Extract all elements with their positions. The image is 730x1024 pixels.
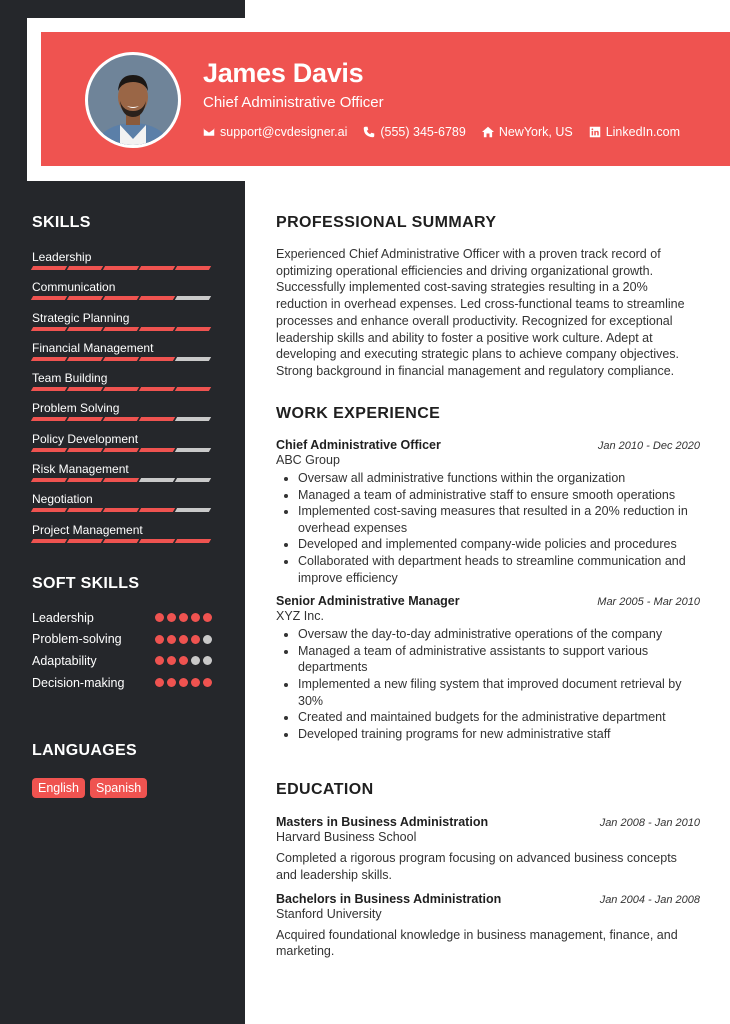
skill-level-segment	[175, 266, 211, 270]
skill-level-segment	[175, 387, 211, 391]
skill-level-segment	[103, 327, 139, 331]
skill-level-segment	[175, 296, 211, 300]
soft-skill-rating	[155, 678, 212, 687]
job-bullet: • Oversaw all administrative functions within the organization	[298, 470, 700, 487]
skill-level-segment	[67, 539, 103, 543]
skill-item	[32, 431, 212, 461]
languages-title: LANGUAGES	[32, 742, 137, 759]
skills-title: SKILLS	[32, 214, 91, 231]
summary-title: PROFESSIONAL SUMMARY	[276, 214, 497, 231]
profile-photo	[88, 55, 178, 145]
experience-section	[276, 405, 700, 742]
skill-level-segment	[103, 266, 139, 270]
job-bullet: • Created and maintained budgets for the administrative department	[298, 709, 700, 726]
job-title: Chief Administrative Officer	[276, 438, 441, 452]
skill-level-segment	[31, 266, 67, 270]
soft-skill-rating	[155, 635, 212, 644]
job-bullet: • Oversaw the day-to-day administrative operations of the company	[298, 626, 700, 643]
contact-phone[interactable]	[363, 125, 465, 139]
soft-skill-name: Adaptability	[32, 653, 97, 668]
job-bullets	[276, 626, 700, 742]
soft-skill-item	[32, 672, 212, 694]
contact-phone-text: (555) 345-6789	[380, 125, 466, 139]
skill-name: Policy Development	[32, 431, 139, 446]
soft-skill-item	[32, 607, 212, 629]
school-name: Harvard Business School	[276, 830, 417, 844]
skill-item	[32, 400, 212, 430]
job-bullet: • Implemented a new filing system that improved document retrieval by 30%	[298, 676, 700, 709]
skill-level-segment	[139, 296, 175, 300]
skill-level-segment	[103, 417, 139, 421]
job-bullet: • Managed a team of administrative assistants to support various departments	[298, 643, 700, 676]
job-bullet: • Managed a team of administrative staff to ensure smooth operations	[298, 487, 700, 504]
skill-level-segment	[175, 357, 211, 361]
skill-level-segment	[31, 448, 67, 452]
rating-dot	[167, 613, 176, 622]
skill-item	[32, 491, 212, 521]
contact-linkedin-text: LinkedIn.com	[605, 125, 681, 139]
education-entry	[276, 815, 700, 884]
skill-level-segment	[139, 508, 175, 512]
contact-email[interactable]	[203, 125, 347, 139]
skill-level-segment	[67, 508, 103, 512]
job-bullet: • Developed training programs for new administrative staff	[298, 726, 700, 743]
education-section	[276, 781, 700, 960]
rating-dot	[179, 678, 188, 687]
skill-level-bars	[32, 327, 212, 331]
soft-skill-name: Decision-making	[32, 675, 125, 690]
rating-dot	[203, 678, 212, 687]
skill-level-segment	[139, 417, 175, 421]
skill-level-segment	[31, 539, 67, 543]
home-icon	[482, 126, 494, 138]
job-header	[276, 594, 700, 608]
skill-name: Communication	[32, 280, 116, 295]
skill-level-segment	[67, 478, 103, 482]
candidate-title: Chief Administrative Officer	[203, 94, 384, 111]
skill-level-segment	[175, 508, 211, 512]
education-title: EDUCATION	[276, 781, 374, 798]
skill-item	[32, 461, 212, 491]
rating-dot	[155, 678, 164, 687]
candidate-name: James Davis	[203, 58, 364, 88]
soft-skills-list	[32, 607, 212, 693]
rating-dot	[191, 635, 200, 644]
job-title: Senior Administrative Manager	[276, 594, 460, 609]
skill-level-segment	[139, 539, 175, 543]
job-entry	[276, 438, 700, 586]
skill-level-bars	[32, 448, 212, 452]
contact-location	[482, 125, 573, 139]
avatar	[85, 52, 181, 148]
job-dates: Mar 2005 - Mar 2010	[597, 596, 700, 609]
skill-level-bars	[32, 387, 212, 391]
job-bullets	[276, 470, 700, 586]
skill-level-segment	[103, 478, 139, 482]
skill-name: Leadership	[32, 250, 92, 264]
degree-title: Masters in Business Administration	[276, 815, 489, 829]
skill-level-segment	[103, 387, 139, 391]
skill-level-segment	[175, 327, 211, 331]
soft-skill-rating	[155, 613, 212, 622]
contact-location-text: NewYork, US	[498, 125, 573, 139]
skill-name: Financial Management	[32, 340, 154, 355]
skill-level-segment	[175, 478, 211, 482]
rating-dot	[155, 635, 164, 644]
skill-level-bars	[32, 539, 212, 543]
rating-dot	[191, 613, 200, 622]
skill-level-bars	[32, 296, 212, 300]
rating-dot	[191, 656, 200, 665]
skill-level-segment	[31, 417, 67, 421]
job-company: XYZ Inc.	[276, 609, 324, 624]
rating-dot	[179, 656, 188, 665]
school-name: Stanford University	[276, 906, 382, 921]
soft-skill-name: Leadership	[32, 610, 94, 625]
skill-level-segment	[31, 387, 67, 391]
job-entry	[276, 594, 700, 742]
education-dates: Jan 2004 - Jan 2008	[599, 893, 700, 906]
summary-text: Experienced Chief Administrative Officer with a proven track record of optimizing operational efficiencies and driving organizational growth. Successfully implemented cost-saving strategies resulting in a 20% reduction in overhead expenses. Led cross-functional teams to streamline processes and enhance overall productivity. Recognized for exceptional leadership skills and ability to foster a positive work culture. Adept at developing and executing strategic plans to achieve company objectives. Strong background in financial management and regulatory compliance.	[276, 247, 685, 378]
skill-level-segment	[31, 327, 67, 331]
linkedin-icon	[589, 126, 601, 138]
skill-name: Problem Solving	[32, 401, 120, 416]
skill-item	[32, 370, 212, 400]
rating-dot	[179, 613, 188, 622]
skill-item	[32, 249, 212, 279]
soft-skill-rating	[155, 656, 212, 665]
rating-dot	[203, 613, 212, 622]
skill-level-segment	[139, 357, 175, 361]
rating-dot	[203, 635, 212, 644]
skill-level-bars	[32, 417, 212, 421]
education-description: Acquired foundational knowledge in business management, finance, and marketing.	[276, 927, 678, 959]
skill-level-segment	[103, 539, 139, 543]
soft-skill-item	[32, 629, 212, 651]
skill-level-segment	[67, 417, 103, 421]
soft-skills-title: SOFT SKILLS	[32, 575, 140, 592]
soft-skill-name: Problem-solving	[32, 632, 122, 647]
language-tag: Spanish	[90, 778, 147, 798]
rating-dot	[167, 656, 176, 665]
skill-level-segment	[67, 327, 103, 331]
job-header	[276, 438, 700, 452]
skill-item	[32, 310, 212, 340]
skill-level-segment	[67, 266, 103, 270]
skill-level-segment	[67, 357, 103, 361]
skill-level-segment	[103, 357, 139, 361]
skill-level-segment	[139, 448, 175, 452]
degree-title: Bachelors in Business Administration	[276, 891, 502, 906]
skill-level-bars	[32, 508, 212, 512]
skill-level-segment	[103, 448, 139, 452]
skills-list	[32, 249, 212, 552]
education-entry	[276, 892, 700, 961]
contact-linkedin[interactable]	[589, 125, 680, 139]
summary-section	[276, 214, 700, 380]
skill-level-segment	[139, 478, 175, 482]
skill-name: Team Building	[32, 371, 108, 386]
skill-level-segment	[31, 478, 67, 482]
skill-level-segment	[175, 539, 211, 543]
contact-email-text: support@cvdesigner.ai	[220, 125, 348, 139]
skill-name: Project Management	[32, 522, 143, 537]
language-tags	[32, 778, 212, 798]
rating-dot	[167, 635, 176, 644]
skill-level-bars	[32, 357, 212, 361]
rating-dot	[203, 656, 212, 665]
skill-name: Negotiation	[32, 492, 93, 507]
education-header	[276, 892, 700, 906]
skill-item	[32, 279, 212, 309]
skill-level-segment	[31, 296, 67, 300]
job-bullet: • Collaborated with department heads to streamline communication and improve efficiency	[298, 553, 700, 586]
envelope-icon	[203, 126, 215, 138]
language-tag: English	[32, 778, 85, 798]
skill-level-segment	[67, 296, 103, 300]
skill-level-segment	[175, 417, 211, 421]
rating-dot	[167, 678, 176, 687]
skill-level-segment	[67, 387, 103, 391]
skill-level-segment	[67, 448, 103, 452]
education-dates: Jan 2008 - Jan 2010	[599, 817, 700, 829]
job-bullet: • Developed and implemented company-wide policies and procedures	[298, 536, 700, 553]
skill-level-segment	[139, 327, 175, 331]
skill-level-segment	[31, 508, 67, 512]
rating-dot	[191, 678, 200, 687]
contact-list	[203, 125, 680, 139]
skill-level-segment	[31, 357, 67, 361]
education-header	[276, 815, 700, 829]
job-company: ABC Group	[276, 453, 340, 467]
education-description: Completed a rigorous program focusing on advanced business concepts and leadership skills.	[276, 851, 677, 882]
header-banner	[41, 32, 730, 166]
skill-level-segment	[103, 508, 139, 512]
skills-section	[32, 214, 212, 552]
header-wrapper	[27, 18, 730, 181]
skill-level-bars	[32, 266, 212, 270]
skill-level-segment	[139, 387, 175, 391]
experience-title: WORK EXPERIENCE	[276, 405, 441, 422]
rating-dot	[179, 635, 188, 644]
skill-level-segment	[175, 448, 211, 452]
rating-dot	[155, 656, 164, 665]
phone-icon	[363, 126, 375, 138]
skill-item	[32, 522, 212, 552]
languages-section	[32, 742, 212, 798]
skill-level-segment	[103, 296, 139, 300]
skill-level-bars	[32, 478, 212, 482]
skill-item	[32, 340, 212, 370]
soft-skills-section	[32, 575, 212, 693]
job-bullet: • Implemented cost-saving measures that resulted in a 20% reduction in overhead expenses	[298, 503, 700, 536]
skill-name: Strategic Planning	[32, 310, 130, 325]
rating-dot	[155, 613, 164, 622]
soft-skill-item	[32, 650, 212, 672]
job-dates: Jan 2010 - Dec 2020	[597, 440, 700, 452]
skill-level-segment	[139, 266, 175, 270]
skill-name: Risk Management	[32, 462, 129, 477]
